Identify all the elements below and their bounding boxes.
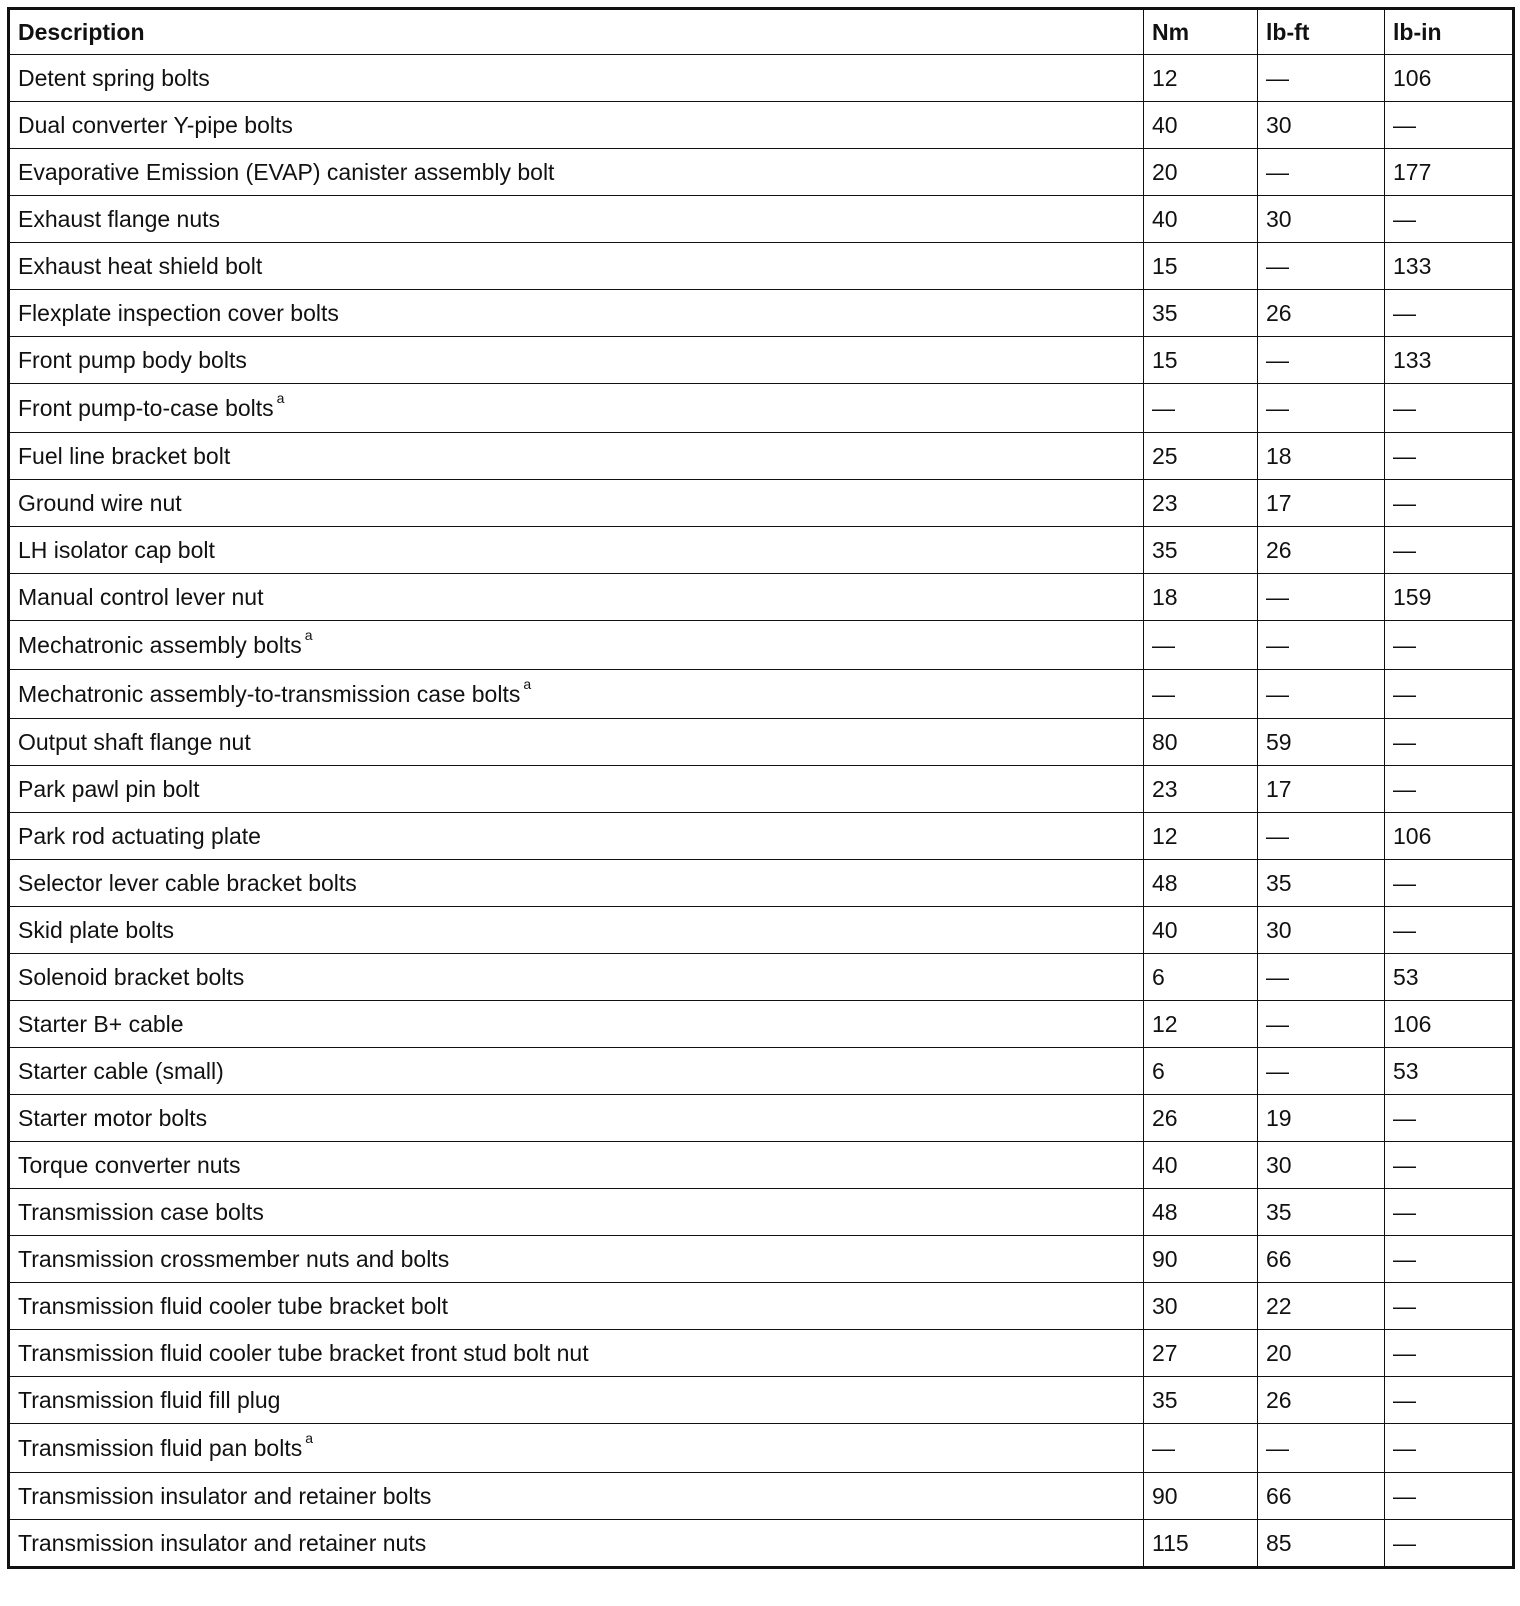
cell-description xyxy=(9,102,1144,149)
cell-description xyxy=(9,1048,1144,1095)
description-text: Transmission insulator and retainer nuts xyxy=(18,1529,427,1556)
description-text: Front pump body bolts xyxy=(18,346,247,373)
cell-lbft: — xyxy=(1258,621,1385,670)
cell-lbin: — xyxy=(1385,1377,1514,1424)
cell-nm: 18 xyxy=(1144,574,1258,621)
table-row xyxy=(9,1236,1514,1283)
cell-nm: 80 xyxy=(1144,719,1258,766)
header-lbin: lb-in xyxy=(1385,9,1514,55)
description-text: Park pawl pin bolt xyxy=(18,775,200,802)
description-text: Starter motor bolts xyxy=(18,1104,208,1131)
cell-lbin: — xyxy=(1385,860,1514,907)
description-text: Starter cable (small) xyxy=(18,1057,224,1084)
description-text: Mechatronic assembly bolts xyxy=(18,631,302,658)
cell-lbin: — xyxy=(1385,719,1514,766)
cell-lbft: — xyxy=(1258,149,1385,196)
cell-nm: 90 xyxy=(1144,1473,1258,1520)
table-row xyxy=(9,1189,1514,1236)
cell-lbin: 53 xyxy=(1385,1048,1514,1095)
table-row xyxy=(9,55,1514,102)
table-row xyxy=(9,1142,1514,1189)
cell-lbft: — xyxy=(1258,55,1385,102)
cell-lbft: 22 xyxy=(1258,1283,1385,1330)
cell-lbft: — xyxy=(1258,574,1385,621)
table-row xyxy=(9,102,1514,149)
cell-lbft: 85 xyxy=(1258,1520,1385,1568)
cell-nm: 40 xyxy=(1144,1142,1258,1189)
cell-description xyxy=(9,290,1144,337)
description-text: Detent spring bolts xyxy=(18,64,210,91)
cell-lbin: — xyxy=(1385,384,1514,433)
table-row xyxy=(9,621,1514,670)
cell-nm: 20 xyxy=(1144,149,1258,196)
cell-nm: 23 xyxy=(1144,480,1258,527)
description-text: Manual control lever nut xyxy=(18,583,264,610)
table-row xyxy=(9,384,1514,433)
cell-nm: 15 xyxy=(1144,243,1258,290)
cell-description xyxy=(9,719,1144,766)
description-text: Transmission insulator and retainer bolts xyxy=(18,1482,432,1509)
cell-nm: 35 xyxy=(1144,290,1258,337)
table-row xyxy=(9,1424,1514,1473)
table-row xyxy=(9,766,1514,813)
cell-lbin: — xyxy=(1385,196,1514,243)
description-text: Transmission fluid fill plug xyxy=(18,1386,281,1413)
cell-lbin: — xyxy=(1385,670,1514,719)
cell-lbft: — xyxy=(1258,670,1385,719)
cell-lbin: — xyxy=(1385,527,1514,574)
cell-lbft: — xyxy=(1258,1001,1385,1048)
cell-nm: 115 xyxy=(1144,1520,1258,1568)
cell-lbft: 30 xyxy=(1258,196,1385,243)
cell-description xyxy=(9,1095,1144,1142)
cell-description xyxy=(9,196,1144,243)
cell-nm: 6 xyxy=(1144,1048,1258,1095)
cell-lbin: 53 xyxy=(1385,954,1514,1001)
cell-nm: 12 xyxy=(1144,1001,1258,1048)
cell-lbin: — xyxy=(1385,480,1514,527)
cell-lbft: 17 xyxy=(1258,480,1385,527)
table-row xyxy=(9,196,1514,243)
cell-lbft: 35 xyxy=(1258,860,1385,907)
description-text: Exhaust heat shield bolt xyxy=(18,252,263,279)
cell-lbin: — xyxy=(1385,907,1514,954)
cell-lbft: 26 xyxy=(1258,290,1385,337)
cell-description xyxy=(9,433,1144,480)
table-row xyxy=(9,574,1514,621)
table-row xyxy=(9,1377,1514,1424)
cell-lbft: 30 xyxy=(1258,102,1385,149)
cell-lbin: — xyxy=(1385,102,1514,149)
cell-lbft: 59 xyxy=(1258,719,1385,766)
cell-lbft: 30 xyxy=(1258,907,1385,954)
cell-nm: 40 xyxy=(1144,907,1258,954)
cell-nm: 48 xyxy=(1144,1189,1258,1236)
table-row xyxy=(9,907,1514,954)
footnote-marker: a xyxy=(523,675,532,692)
cell-lbft: — xyxy=(1258,954,1385,1001)
cell-description xyxy=(9,621,1144,670)
cell-nm: — xyxy=(1144,384,1258,433)
description-text: Output shaft flange nut xyxy=(18,728,251,755)
cell-description xyxy=(9,860,1144,907)
cell-lbin: 106 xyxy=(1385,1001,1514,1048)
table-row xyxy=(9,337,1514,384)
table-row xyxy=(9,719,1514,766)
cell-nm: 48 xyxy=(1144,860,1258,907)
cell-description xyxy=(9,1520,1144,1568)
cell-lbin: — xyxy=(1385,1142,1514,1189)
cell-description xyxy=(9,337,1144,384)
header-description: Description xyxy=(9,9,1144,55)
cell-nm: 6 xyxy=(1144,954,1258,1001)
cell-nm: 26 xyxy=(1144,1095,1258,1142)
cell-lbin: — xyxy=(1385,621,1514,670)
table-row xyxy=(9,670,1514,719)
cell-nm: — xyxy=(1144,621,1258,670)
table-row xyxy=(9,290,1514,337)
footnote-marker: a xyxy=(304,626,313,643)
cell-nm: 40 xyxy=(1144,102,1258,149)
description-text: Selector lever cable bracket bolts xyxy=(18,869,357,896)
cell-lbft: 18 xyxy=(1258,433,1385,480)
cell-nm: 90 xyxy=(1144,1236,1258,1283)
table-row xyxy=(9,1048,1514,1095)
cell-lbin: — xyxy=(1385,1189,1514,1236)
cell-nm: 23 xyxy=(1144,766,1258,813)
cell-lbft: 20 xyxy=(1258,1330,1385,1377)
cell-lbin: 106 xyxy=(1385,813,1514,860)
cell-description xyxy=(9,243,1144,290)
description-text: Transmission fluid pan bolts xyxy=(18,1434,303,1461)
cell-description xyxy=(9,384,1144,433)
cell-description xyxy=(9,1330,1144,1377)
cell-description xyxy=(9,574,1144,621)
description-text: Starter B+ cable xyxy=(18,1010,184,1037)
description-text: Solenoid bracket bolts xyxy=(18,963,245,990)
cell-nm: 35 xyxy=(1144,527,1258,574)
table-row xyxy=(9,1330,1514,1377)
cell-nm: — xyxy=(1144,670,1258,719)
cell-nm: 12 xyxy=(1144,813,1258,860)
table-row xyxy=(9,433,1514,480)
cell-lbin: — xyxy=(1385,1473,1514,1520)
description-text: Mechatronic assembly-to-transmission case bolts xyxy=(18,680,521,707)
cell-nm: 27 xyxy=(1144,1330,1258,1377)
cell-lbft: — xyxy=(1258,1424,1385,1473)
table-row xyxy=(9,1520,1514,1568)
cell-description xyxy=(9,1142,1144,1189)
cell-lbin: — xyxy=(1385,766,1514,813)
table-row xyxy=(9,860,1514,907)
table-row xyxy=(9,243,1514,290)
table-row xyxy=(9,149,1514,196)
cell-nm: 30 xyxy=(1144,1283,1258,1330)
table-row xyxy=(9,1473,1514,1520)
cell-lbft: 66 xyxy=(1258,1473,1385,1520)
description-text: LH isolator cap bolt xyxy=(18,536,215,563)
table-row xyxy=(9,480,1514,527)
description-text: Transmission fluid cooler tube bracket front stud bolt nut xyxy=(18,1339,589,1366)
cell-lbft: 17 xyxy=(1258,766,1385,813)
cell-description xyxy=(9,907,1144,954)
table-row xyxy=(9,1001,1514,1048)
description-text: Dual converter Y-pipe bolts xyxy=(18,111,293,138)
table-row xyxy=(9,1095,1514,1142)
table-row xyxy=(9,527,1514,574)
cell-description xyxy=(9,480,1144,527)
description-text: Torque converter nuts xyxy=(18,1151,241,1178)
cell-lbin: — xyxy=(1385,1330,1514,1377)
torque-spec-table xyxy=(7,7,1515,1569)
description-text: Park rod actuating plate xyxy=(18,822,261,849)
cell-lbft: — xyxy=(1258,813,1385,860)
cell-lbft: — xyxy=(1258,384,1385,433)
cell-lbin: 133 xyxy=(1385,337,1514,384)
cell-lbin: — xyxy=(1385,1236,1514,1283)
table-row xyxy=(9,1283,1514,1330)
cell-lbin: — xyxy=(1385,1095,1514,1142)
cell-description xyxy=(9,1189,1144,1236)
cell-description xyxy=(9,670,1144,719)
description-text: Ground wire nut xyxy=(18,489,182,516)
cell-description xyxy=(9,1473,1144,1520)
cell-nm: 25 xyxy=(1144,433,1258,480)
cell-description xyxy=(9,813,1144,860)
cell-lbin: 106 xyxy=(1385,55,1514,102)
cell-lbft: 19 xyxy=(1258,1095,1385,1142)
cell-lbft: 26 xyxy=(1258,1377,1385,1424)
footnote-marker: a xyxy=(276,389,285,406)
description-text: Skid plate bolts xyxy=(18,916,174,943)
cell-description xyxy=(9,1424,1144,1473)
cell-nm: 35 xyxy=(1144,1377,1258,1424)
cell-lbin: — xyxy=(1385,1520,1514,1568)
cell-lbft: 26 xyxy=(1258,527,1385,574)
cell-lbft: — xyxy=(1258,1048,1385,1095)
description-text: Transmission case bolts xyxy=(18,1198,264,1225)
cell-description xyxy=(9,55,1144,102)
header-row xyxy=(9,9,1514,55)
header-lbft: lb-ft xyxy=(1258,9,1385,55)
table-body xyxy=(9,55,1514,1568)
table-row xyxy=(9,813,1514,860)
cell-description xyxy=(9,149,1144,196)
description-text: Transmission crossmember nuts and bolts xyxy=(18,1245,450,1272)
cell-lbft: — xyxy=(1258,243,1385,290)
cell-lbin: 133 xyxy=(1385,243,1514,290)
cell-lbin: — xyxy=(1385,1283,1514,1330)
cell-description xyxy=(9,954,1144,1001)
cell-lbft: 35 xyxy=(1258,1189,1385,1236)
table-header xyxy=(9,9,1514,55)
cell-lbft: 66 xyxy=(1258,1236,1385,1283)
description-text: Exhaust flange nuts xyxy=(18,205,221,232)
cell-lbin: — xyxy=(1385,1424,1514,1473)
cell-description xyxy=(9,1236,1144,1283)
description-text: Evaporative Emission (EVAP) canister assembly bolt xyxy=(18,158,555,185)
footnote-marker: a xyxy=(305,1429,314,1446)
header-nm: Nm xyxy=(1144,9,1258,55)
cell-description xyxy=(9,1283,1144,1330)
cell-description xyxy=(9,527,1144,574)
cell-lbin: 177 xyxy=(1385,149,1514,196)
description-text: Fuel line bracket bolt xyxy=(18,442,231,469)
cell-lbin: — xyxy=(1385,433,1514,480)
cell-lbin: — xyxy=(1385,290,1514,337)
cell-description xyxy=(9,766,1144,813)
cell-lbin: 159 xyxy=(1385,574,1514,621)
cell-description xyxy=(9,1001,1144,1048)
cell-nm: 12 xyxy=(1144,55,1258,102)
description-text: Transmission fluid cooler tube bracket bolt xyxy=(18,1292,448,1319)
cell-nm: — xyxy=(1144,1424,1258,1473)
cell-description xyxy=(9,1377,1144,1424)
cell-lbft: — xyxy=(1258,337,1385,384)
table-row xyxy=(9,954,1514,1001)
cell-nm: 15 xyxy=(1144,337,1258,384)
description-text: Front pump-to-case bolts xyxy=(18,394,274,421)
description-text: Flexplate inspection cover bolts xyxy=(18,299,339,326)
cell-lbft: 30 xyxy=(1258,1142,1385,1189)
cell-nm: 40 xyxy=(1144,196,1258,243)
